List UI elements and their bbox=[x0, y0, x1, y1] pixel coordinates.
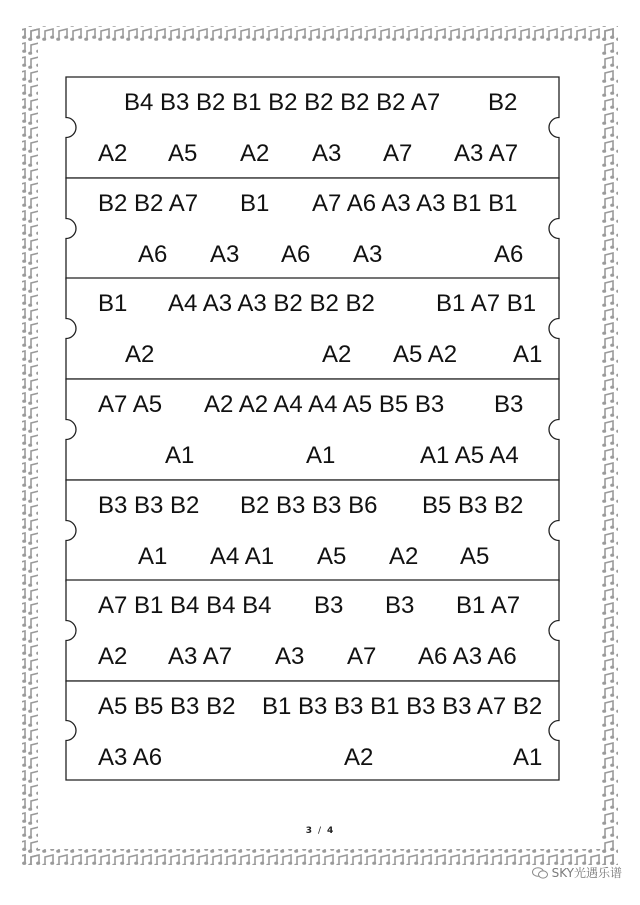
note-group-top: A7 A6 A3 A3 B1 B1 bbox=[312, 190, 518, 217]
border-left bbox=[22, 26, 38, 865]
note-group-top: B1 A7 B1 bbox=[436, 290, 537, 317]
note-group-bottom: A6 bbox=[494, 241, 524, 268]
note-group-top: B3 bbox=[314, 592, 344, 619]
page-current: 3 bbox=[305, 826, 313, 836]
note-group-bottom: A5 A2 bbox=[393, 341, 458, 368]
note-group-bottom: A3 bbox=[353, 241, 383, 268]
wechat-icon bbox=[532, 867, 548, 879]
note-group-bottom: A1 bbox=[165, 442, 195, 469]
note-group-top: B3 bbox=[385, 592, 415, 619]
page-number bbox=[0, 826, 640, 836]
note-group-bottom: A2 bbox=[389, 543, 419, 570]
note-group-bottom: A5 bbox=[317, 543, 347, 570]
note-group-bottom: A6 A3 A6 bbox=[418, 643, 517, 670]
watermark-text: SKY光遇乐谱 bbox=[551, 866, 622, 880]
note-group-top: B4 B3 B2 B1 B2 B2 B2 B2 A7 bbox=[124, 89, 441, 116]
note-group-bottom: A2 bbox=[98, 643, 128, 670]
note-group-bottom: A1 bbox=[513, 341, 543, 368]
note-group-bottom: A7 bbox=[347, 643, 377, 670]
note-group-top: B3 B3 B2 bbox=[98, 492, 200, 519]
note-group-bottom: A6 bbox=[138, 241, 168, 268]
note-group-top: B2 B2 A7 bbox=[98, 190, 199, 217]
note-group-bottom: A3 bbox=[275, 643, 305, 670]
note-group-top: A2 A2 A4 A4 A5 B5 B3 bbox=[204, 391, 445, 418]
watermark bbox=[532, 864, 622, 881]
note-group-bottom: A2 bbox=[322, 341, 352, 368]
note-group-top: B2 bbox=[488, 89, 518, 116]
note-group-bottom: A3 A6 bbox=[98, 744, 163, 771]
note-group-bottom: A2 bbox=[98, 140, 128, 167]
note-group-bottom: A5 bbox=[460, 543, 490, 570]
note-group-top: B3 bbox=[494, 391, 524, 418]
note-group-bottom: A5 bbox=[168, 140, 198, 167]
note-group-top: B5 B3 B2 bbox=[422, 492, 524, 519]
note-group-bottom: A3 bbox=[312, 140, 342, 167]
border-bottom bbox=[22, 849, 618, 865]
note-group-bottom: A1 A5 A4 bbox=[420, 442, 519, 469]
note-group-top: A4 A3 A3 B2 B2 B2 bbox=[168, 290, 375, 317]
note-group-bottom: A6 bbox=[281, 241, 311, 268]
note-group-bottom: A3 bbox=[210, 241, 240, 268]
note-group-bottom: A1 bbox=[306, 442, 336, 469]
note-group-top: B1 bbox=[98, 290, 128, 317]
note-group-top: B1 A7 bbox=[456, 592, 521, 619]
note-group-bottom: A3 A7 bbox=[454, 140, 519, 167]
score-panels bbox=[66, 77, 559, 780]
note-group-bottom: A2 bbox=[344, 744, 374, 771]
note-group-bottom: A7 bbox=[383, 140, 413, 167]
page-separator: / bbox=[317, 826, 323, 836]
note-group-top: B2 B3 B3 B6 bbox=[240, 492, 378, 519]
page-total: 4 bbox=[327, 826, 335, 836]
note-group-bottom: A1 bbox=[138, 543, 168, 570]
border-top bbox=[22, 26, 618, 42]
note-group-top: B1 bbox=[240, 190, 270, 217]
note-group-bottom: A2 bbox=[240, 140, 270, 167]
note-group-top: A5 B5 B3 B2 bbox=[98, 693, 236, 720]
note-group-top: A7 A5 bbox=[98, 391, 163, 418]
border-right bbox=[602, 26, 618, 865]
note-group-bottom: A3 A7 bbox=[168, 643, 233, 670]
note-group-top: B1 B3 B3 B1 B3 B3 A7 B2 bbox=[262, 693, 543, 720]
note-group-bottom: A1 bbox=[513, 744, 543, 771]
note-group-top: A7 B1 B4 B4 B4 bbox=[98, 592, 272, 619]
note-group-bottom: A2 bbox=[125, 341, 155, 368]
note-group-bottom: A4 A1 bbox=[210, 543, 275, 570]
